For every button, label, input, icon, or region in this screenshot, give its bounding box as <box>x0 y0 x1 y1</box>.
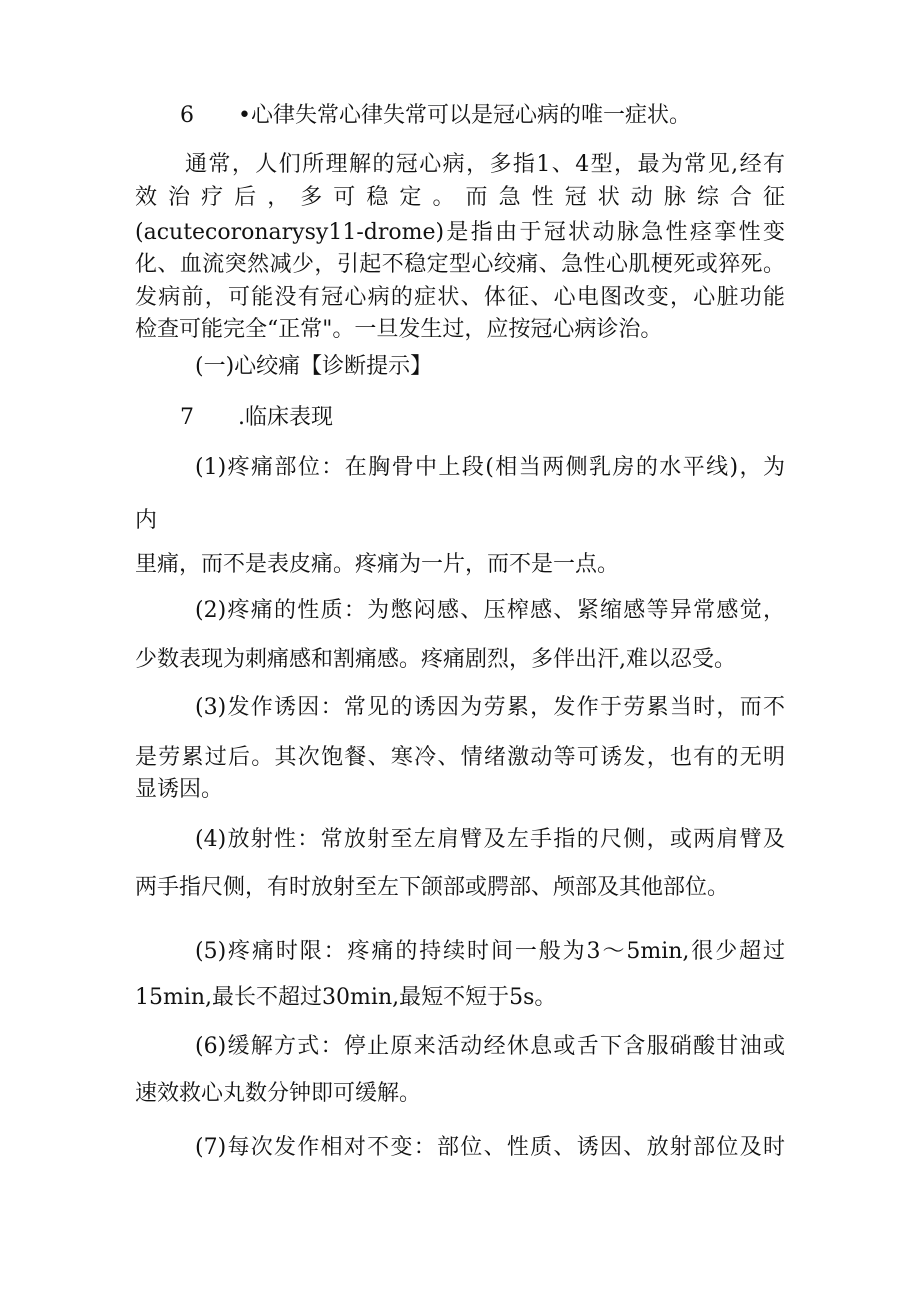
section-heading: (一)心绞痛【诊断提示】 <box>195 354 433 379</box>
paragraph-line: 化、血流突然减少，引起不稳定型心绞痛、急性心肌梗死或猝死。 <box>135 252 785 277</box>
paragraph-line: (4)放射性：常放射至左肩臂及左手指的尺侧，或两肩臂及 <box>195 827 785 852</box>
paragraph-line: (1)疼痛部位：在胸骨中上段(相当两侧乳房的水平线)，为 <box>195 455 785 480</box>
paragraph-line: 通常，人们所理解的冠心病，多指1、4型，最为常见,经有 <box>185 152 785 177</box>
paragraph-line: (6)缓解方式：停止原来活动经休息或舌下含服硝酸甘油或 <box>195 1034 785 1059</box>
paragraph-line: 效治疗后，多可稳定。而急性冠状动脉综合征 <box>135 185 785 210</box>
paragraph-line: (5)疼痛时限：疼痛的持续时间一般为3～5min,很少超过 <box>195 939 785 964</box>
paragraph-line: 15min,最长不超过30min,最短不短于5s。 <box>135 985 557 1010</box>
paragraph-line: 少数表现为刺痛感和割痛感。疼痛剧烈，多伴出汗,难以忍受。 <box>135 647 736 672</box>
paragraph-line: 是劳累过后。其次饱餐、寒冷、情绪激动等可诱发，也有的无明 <box>135 745 785 770</box>
paragraph-line: 发病前，可能没有冠心病的症状、体征、心电图改变，心脏功能 <box>135 285 785 310</box>
paragraph-line: (3)发作诱因：常见的诱因为劳累，发作于劳累当时，而不 <box>195 695 785 720</box>
list-item-6: 6 •心律失常心律失常可以是冠心病的唯一症状。 <box>180 103 691 128</box>
paragraph-line: (acutecoronarysy11-drome)是指由于冠状动脉急性痉挛性变 <box>135 220 785 245</box>
paragraph-line: 两手指尺侧，有时放射至左下颌部或腭部、颅部及其他部位。 <box>135 875 730 900</box>
paragraph-line: (2)疼痛的性质：为憋闷感、压榨感、紧缩感等异常感觉， <box>195 598 785 623</box>
paragraph-line: 内 <box>135 508 158 533</box>
paragraph-line: 显诱因。 <box>135 777 224 802</box>
list-item-7: 7 .临床表现 <box>180 405 333 430</box>
paragraph-line: (7)每次发作相对不变：部位、性质、诱因、放射部位及时 <box>195 1135 785 1160</box>
paragraph-line: 速效救心丸数分钟即可缓解。 <box>135 1081 422 1106</box>
paragraph-line: 里痛，而不是表皮痛。疼痛为一片，而不是一点。 <box>135 552 620 577</box>
paragraph-line: 检查可能完全“正常"。一旦发生过，应按冠心病诊治。 <box>135 317 663 342</box>
